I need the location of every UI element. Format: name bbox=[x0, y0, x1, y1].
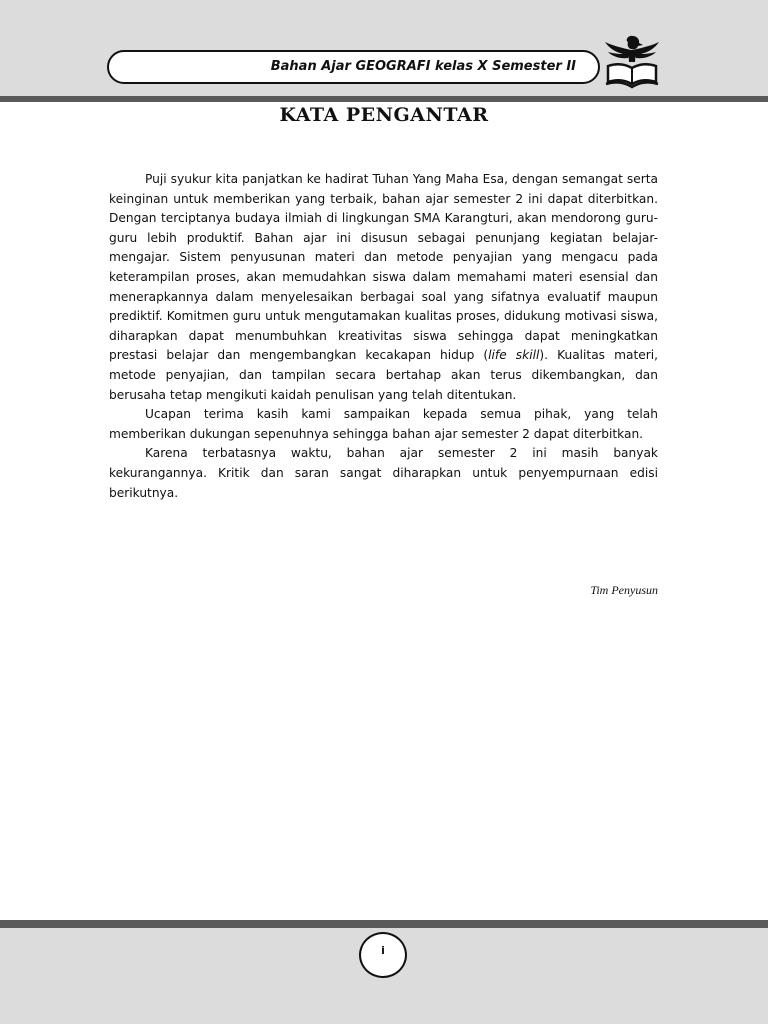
page-title: KATA PENGANTAR bbox=[279, 104, 489, 126]
footer-rule bbox=[0, 920, 768, 928]
running-title: Bahan Ajar GEOGRAFI kelas X Semester II bbox=[270, 59, 576, 74]
running-header bbox=[107, 50, 600, 84]
foreword-body bbox=[109, 170, 658, 503]
paragraph-2: Ucapan terima kasih kami sampaikan kepada semua pihak, yang telah memberikan dukungan sepenuhnya sehingga bahan ajar semester 2 dapat diterbitkan. bbox=[109, 407, 658, 441]
paragraph-1: Puji syukur kita panjatkan ke hadirat Tuhan Yang Maha Esa, dengan semangat serta keinginan untuk memberikan yang terbaik, bahan ajar semester 2 ini dapat diterbitkan. Dengan terciptanya budaya ilmiah di lingkungan SMA Karangturi, akan mendorong guru-guru lebih produktif. Bahan ajar ini disusun sebagai penunjang kegiatan belajar-mengajar. Sistem penyusunan materi dan metode penyajian yang mengacu pada keterampilan proses, akan memudahkan siswa dalam memahami materi esensial dan menerapkannya dalam menyelesaikan berbagai soal yang sifatnya evaluatif maupun prediktif. Komitmen guru untuk mengutamakan kualitas proses, didukung motivasi siswa, diharapkan dapat menumbuhkan kreativitas siswa sehingga dapat meningkatkan prestasi belajar dan mengembangkan kecakapan hidup (life skill). Kualitas materi, metode penyajian, dan tampilan secara bertahap akan terus dikembangkan, dan berusaha tetap mengikuti kaidah penulisan yang telah ditentukan. bbox=[109, 172, 658, 402]
page-number: i bbox=[359, 932, 407, 978]
italic-term: life skill bbox=[488, 348, 540, 363]
paragraph-3: Karena terbatasnya waktu, bahan ajar semester 2 ini masih banyak kekurangannya. Kritik dan saran sangat diharapkan untuk penyempurnaan edisi berikutnya. bbox=[109, 446, 658, 500]
signature: Tim Penyusun bbox=[590, 583, 658, 597]
eagle-book-emblem-icon bbox=[603, 32, 661, 90]
header-rule bbox=[0, 96, 768, 102]
